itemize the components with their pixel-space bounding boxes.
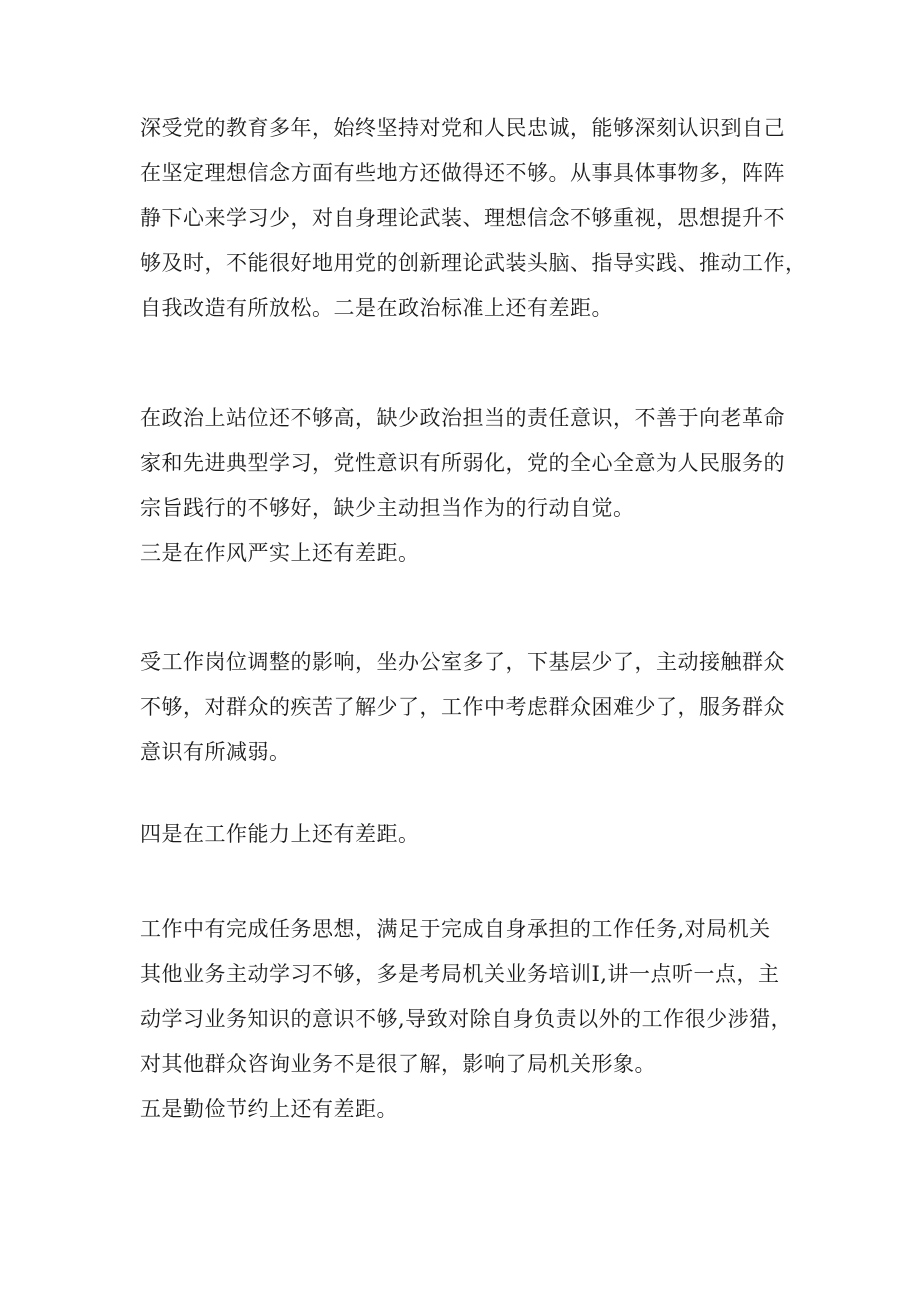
text-line: 够及时，不能很好地用党的创新理论武装头脑、指导实践、推动工作，: [140, 251, 807, 275]
paragraph-4: [140, 812, 790, 857]
text-line: 在坚定理想信念方面有些地方还做得还不够。从事具体事物多，阵阵: [140, 161, 785, 185]
text-line: 三是在作风严实上还有差距。: [140, 541, 420, 565]
text-line: 四是在工作能力上还有差距。: [140, 822, 420, 846]
text-line: 工作中有完成任务思想，满足于完成自身承担的工作任务,对局机关: [140, 917, 771, 941]
paragraph-1: [140, 106, 807, 331]
text-line: 家和先进典型学习，党性意识有所弱化，党的全心全意为人民服务的: [140, 451, 785, 475]
text-line: 在政治上站位还不够高，缺少政治担当的责任意识，不善于向老革命: [140, 406, 785, 430]
text-line: 其他业务主动学习不够，多是考局机关业务培训I,讲一点听一点，主: [140, 962, 780, 986]
text-line: 深受党的教育多年，始终坚持对党和人民忠诚，能够深刻认识到自己: [140, 116, 785, 140]
text-line: 不够，对群众的疾苦了解少了，工作中考虑群众困难少了，服务群众: [140, 695, 785, 719]
text-line: 对其他群众咨询业务不是很了解，影响了局机关形象。: [140, 1052, 656, 1076]
text-line: 静下心来学习少，对自身理论武装、理想信念不够重视，思想提升不: [140, 206, 785, 230]
text-line: 意识有所减弱。: [140, 740, 291, 764]
text-line: 动学习业务知识的意识不够,导致对除自身负责以外的工作很少涉猎，: [140, 1007, 793, 1031]
paragraph-3: [140, 640, 790, 775]
paragraph-2: [140, 396, 790, 576]
text-line: 宗旨践行的不够好，缺少主动担当作为的行动自觉。: [140, 496, 635, 520]
paragraph-5: [140, 907, 793, 1132]
text-line: 自我改造有所放松。二是在政治标准上还有差距。: [140, 296, 613, 320]
text-line: 受工作岗位调整的影响，坐办公室多了，下基层少了，主动接触群众: [140, 650, 785, 674]
text-line: 五是勤俭节约上还有差距。: [140, 1097, 398, 1121]
